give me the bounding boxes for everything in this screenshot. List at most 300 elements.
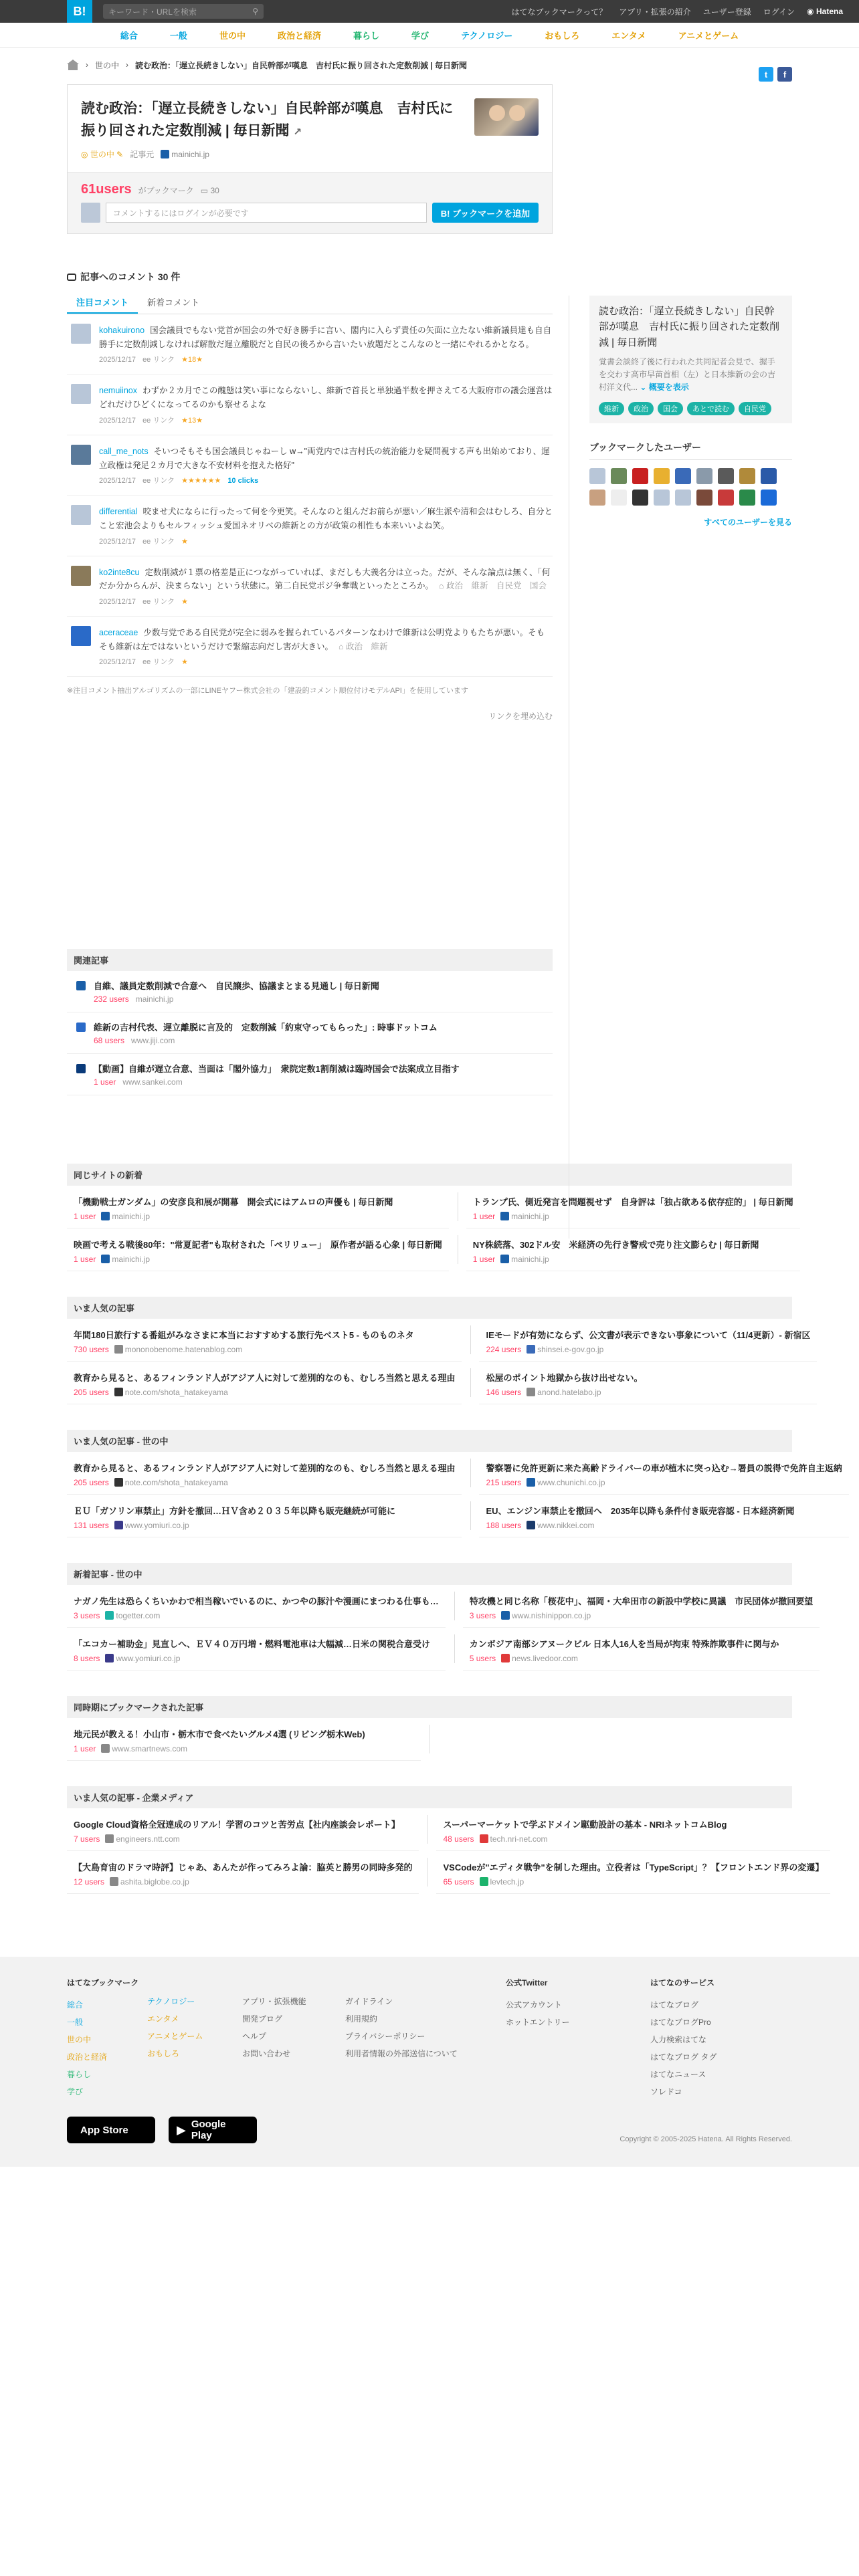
list-item[interactable] (479, 1362, 817, 1404)
site-favicon-icon (76, 1064, 86, 1073)
footer-col-services (650, 1977, 717, 2101)
entry-thumbnail[interactable] (474, 98, 539, 136)
comment-date[interactable]: 2025/12/17 (99, 658, 136, 667)
google-play-button[interactable]: ▶ Google Play (169, 2117, 257, 2143)
list-item-title[interactable]: 教育から見ると、あるフィンランド人がアジア人に対して差別的なのも、むしろ当然と思える理由 (74, 1373, 456, 1384)
list-item-title[interactable]: Google Cloud資格全冠達成のリアル！学習のコツと苦労点【社内座談会レポート】 (74, 1820, 400, 1830)
users-count[interactable]: 12 users (74, 1877, 105, 1887)
footer-link[interactable]: はてなニュース (650, 2070, 706, 2080)
users-count[interactable]: 7 users (74, 1834, 100, 1844)
list-item-title[interactable]: EU、エンジン車禁止を撤回へ 2035年以降も条件付き販売容認 - 日本経済新聞 (486, 1506, 795, 1517)
footer-link[interactable]: テクノロジー (147, 1997, 195, 2007)
comment-icon: ▭ (200, 186, 211, 196)
article-lists (67, 1164, 842, 1894)
comment-username[interactable]: aceraceae (99, 628, 138, 638)
users-count[interactable]: 48 users (443, 1834, 474, 1844)
users-count[interactable]: 1 user (74, 1744, 96, 1754)
speech-bubble-icon (67, 274, 76, 281)
tab-recent[interactable]: 新着コメント (147, 298, 200, 308)
user-avatar[interactable] (718, 490, 734, 506)
comment-meta (99, 475, 553, 487)
list-item-title[interactable]: 「エコカー補助金」見直しへ、ＥＶ４０万円増・燃料電池車は大幅減…日米の関税合意受け (74, 1639, 431, 1650)
avatar[interactable] (71, 505, 91, 525)
users-count[interactable]: 188 users (486, 1521, 522, 1531)
breadcrumb-title: 読む政治：「遅立長続きしない」自民幹部が嘆息 吉村氏に振り回された定数削減 | 毎日新聞 (135, 60, 468, 70)
comment-meta (99, 656, 553, 668)
list-item-title[interactable]: 「機動戦士ガンダム」の安彦良和展が開幕 開会式にはアムロの声優も | 毎日新聞 (74, 1197, 393, 1208)
list-item-domain[interactable]: mononobenome.hatenablog.com (114, 1345, 242, 1354)
footer-link[interactable]: 利用者情報の外部送信について (345, 2049, 458, 2059)
list-item[interactable] (436, 1851, 830, 1894)
list-item[interactable] (67, 1228, 449, 1271)
comment-meta (99, 415, 553, 427)
category-nav (0, 23, 859, 48)
comment-username[interactable]: ko2inte8cu (99, 567, 140, 577)
list-item-title[interactable]: 教育から見ると、あるフィンランド人がアジア人に対して差別的なのも、むしろ当然と思える理由 (74, 1463, 456, 1474)
list-item-title[interactable]: ナガノ先生は恐らくちいかわで相当稼いでいるのに、かつやの豚汁や漫画にまつわる仕事も… (74, 1596, 439, 1607)
avatar[interactable] (71, 445, 91, 465)
footer-link[interactable]: エンタメ (147, 2014, 179, 2024)
footer-link[interactable]: おもしろ (147, 2049, 180, 2059)
tag[interactable]: 自民党 (739, 402, 771, 415)
comments-section (67, 270, 553, 722)
footer-link[interactable]: 暮らし (67, 2070, 92, 2080)
site-favicon-icon (527, 1521, 535, 1529)
comment-link[interactable]: ee リンク (142, 477, 175, 486)
comment-link[interactable]: ee リンク (142, 537, 175, 546)
show-summary-link[interactable]: ⌄ 概要を表示 (640, 383, 689, 393)
users-count[interactable]: 1 user (74, 1255, 96, 1265)
users-count[interactable]: 68 users (94, 1036, 125, 1046)
star-icon[interactable]: ★★★★★★ (181, 477, 221, 486)
user-avatar-grid (589, 468, 777, 506)
list-item-domain[interactable]: togetter.com (105, 1611, 160, 1620)
bookmark-panel (68, 172, 552, 233)
users-count[interactable]: 205 users (74, 1388, 109, 1398)
footer (0, 1957, 859, 2167)
user-avatar[interactable] (761, 468, 777, 484)
users-count[interactable]: 1 user (472, 1255, 496, 1265)
list-item[interactable] (466, 1186, 800, 1228)
footer-link[interactable]: はてなブログPro (650, 2018, 711, 2028)
section-heading: いま人気の記事 (67, 1297, 792, 1319)
footer-link[interactable]: ホットエントリー (506, 2018, 570, 2028)
list-item-title[interactable]: 【大島育宙のドラマ時評】じゃあ、あんたが作ってみろよ論：脇英と勝男の同時多発的 (74, 1862, 413, 1873)
users-count[interactable]: 146 users (486, 1388, 522, 1398)
algorithm-notice: ※注目コメント抽出アルゴリズムの一部にLINEヤフー株式会社の「建設的コメント順位付けモデルAPI」を使用しています (67, 687, 468, 695)
site-favicon-icon (114, 1478, 123, 1487)
entry-meta (81, 148, 456, 160)
footer-heading: はてなのサービス (650, 1978, 715, 1988)
related-item[interactable] (67, 1012, 553, 1054)
list-item-title[interactable]: VSCodeが"エディタ戦争"を制した理由。立役者は「TypeScript」？【フロントエンド界の変遷】 (443, 1862, 824, 1873)
footer-link[interactable]: 人力検索はてな (650, 2035, 707, 2045)
list-item[interactable] (67, 1186, 449, 1228)
login-link[interactable]: ログイン (763, 7, 795, 17)
facebook-icon[interactable]: f (777, 67, 792, 82)
sidebar (569, 296, 792, 1239)
list-item-domain[interactable]: www.yomiuri.co.jp (114, 1521, 189, 1530)
comment-count: ▭ 30 (200, 186, 219, 196)
hatena-mark-icon: ◉ (807, 7, 816, 16)
category-link[interactable]: エンタメ (611, 31, 646, 41)
user-avatar[interactable] (675, 468, 691, 484)
list-item-title[interactable]: 松屋のポイント地獄から抜け出せない。 (486, 1373, 643, 1384)
list-item[interactable] (479, 1452, 848, 1495)
list-item-domain[interactable]: www.yomiuri.co.jp (105, 1654, 180, 1663)
section-heading: 新着記事 - 世の中 (67, 1563, 792, 1585)
tag-icon: ⌂ (339, 641, 347, 651)
site-favicon-icon (105, 1611, 114, 1620)
list-item[interactable] (67, 1362, 462, 1404)
comment-text: 国会議員でもない党首が国会の外で好き勝手に言い、閣内に入らず責任の矢面に立たない維新議員達も自自勝手に定数削減しなければ解散だ遅立離脱だと自民の後ろから言いたい放題だとこんなのと一緒にやれるかとなる。 (99, 326, 552, 349)
comments-heading: 記事へのコメント 30 件 (67, 270, 553, 284)
list-item-domain[interactable]: engineers.ntt.com (105, 1834, 179, 1844)
edit-icon: ✎ (116, 150, 124, 160)
avatar[interactable] (71, 566, 91, 586)
user-avatar[interactable] (696, 490, 712, 506)
category-link[interactable]: 一般 (169, 31, 187, 41)
list-item[interactable] (67, 1808, 419, 1851)
related-domain[interactable]: www.sankei.com (122, 1077, 183, 1087)
users-count[interactable]: 224 users (486, 1345, 522, 1355)
comment-item (67, 435, 553, 496)
all-users-link[interactable]: すべてのユーザーを見る (704, 518, 792, 528)
avatar[interactable] (71, 324, 91, 344)
user-avatar[interactable] (632, 468, 648, 484)
category-link[interactable]: 政治と経済 (277, 31, 321, 41)
list-item-title[interactable]: 映画で考える戦後80年："常夏記者"も取材された「ペリリュー」 原作者が語る心象 | 毎日新聞 (74, 1240, 442, 1251)
section-heading: 同時期にブックマークされた記事 (67, 1696, 792, 1718)
app-store-button[interactable]: App Store (67, 2117, 155, 2143)
user-avatar[interactable] (761, 490, 777, 506)
comment-body (99, 445, 553, 487)
click-count: 10 clicks (227, 477, 259, 486)
user-avatar[interactable] (675, 490, 691, 506)
list-item-domain[interactable]: mainichi.jp (500, 1255, 549, 1264)
article-list-section (67, 1563, 814, 1671)
list-item-domain[interactable]: tech.nri-net.com (480, 1834, 548, 1844)
related-title[interactable]: 維新の吉村代表、遅立離脱に言及的 定数削減「約束守ってもらった」: 時事ドットコム (94, 1023, 438, 1033)
comment-tags[interactable]: ⌂ 政治 維新 自民党 国会 (439, 581, 547, 591)
comment-input[interactable]: コメントするにはログインが必要です (106, 203, 427, 223)
list-item-title[interactable]: 警察署に免許更新に来た高齢ドライバーの車が植木に突っ込む→署員の説得で免許自主返納 (486, 1463, 842, 1474)
list-item-title[interactable]: 年間180日旅行する番組がみなさまに本当におすすめする旅行先ベスト5 - ものものネタ (74, 1330, 414, 1341)
user-avatar[interactable] (589, 468, 605, 484)
list-item[interactable] (436, 1808, 830, 1851)
star-icon[interactable]: ★13★ (181, 416, 203, 425)
tag[interactable]: 国会 (658, 402, 683, 415)
list-item-domain[interactable]: levtech.jp (480, 1877, 524, 1887)
related-section (67, 949, 553, 1095)
comment-text: 定数削減が１票の格差是正につながっていれば、まだしも大義名分は立った。だが、そんな論点は無く、「何だか分からんが、決まらない」という状態に。第二自民党ポジ争奪戦といったところか。 (99, 567, 551, 591)
comment-date[interactable]: 2025/12/17 (99, 537, 136, 546)
site-favicon-icon (500, 1212, 509, 1220)
list-item-domain[interactable]: mainichi.jp (101, 1212, 150, 1221)
comment-meta (99, 596, 553, 608)
list-item-domain[interactable]: www.nishinippon.co.jp (501, 1611, 591, 1620)
comment-username[interactable]: kohakuirono (99, 326, 145, 336)
comment-item (67, 556, 553, 617)
list-item-title[interactable]: トランプ氏、側近発言を問題視せず 自身評は「独占欲ある依存症的」 | 毎日新聞 (472, 1197, 793, 1208)
search-box[interactable] (103, 4, 264, 19)
comment-text: そいつそもそも国会議員じゃねーし w→"両党内では吉村氏の統治能力を疑問視する声も出始めており、遅立政権は発足２カ月で大きな不安材料を抱えた格好" (99, 446, 550, 470)
footer-col-twitter (506, 1977, 650, 2101)
embed-link[interactable]: リンクを埋め込む (488, 712, 553, 722)
comment-link[interactable]: ee リンク (142, 597, 175, 606)
comment-link[interactable]: ee リンク (142, 416, 175, 425)
avatar[interactable] (71, 626, 91, 646)
breadcrumb: › 世の中 › 読む政治：「遅立長続きしない」自民幹部が嘆息 吉村氏に振り回された定数削減 | 毎日新聞 (67, 55, 792, 75)
article-list-section (67, 1696, 792, 1761)
category-link[interactable]: 学び (411, 31, 429, 41)
footer-link[interactable]: 政治と経済 (67, 2052, 108, 2062)
twitter-icon[interactable]: t (759, 67, 773, 82)
users-count[interactable]: 205 users (74, 1478, 109, 1488)
list-item-domain[interactable]: ashita.biglobe.co.jp (110, 1877, 189, 1887)
comment-body (99, 626, 553, 668)
comment-meta (99, 354, 553, 366)
site-favicon-icon (114, 1521, 123, 1529)
related-list (67, 971, 553, 1095)
site-favicon-icon (105, 1834, 114, 1843)
list-item[interactable] (479, 1495, 848, 1537)
list-item-title[interactable]: NY株続落、302ドル安 米経済の先行き警戒で売り注文膨らむ | 毎日新聞 (472, 1240, 759, 1251)
bookmark-label: がブックマーク (138, 186, 194, 196)
breadcrumb-section[interactable]: 世の中 (95, 60, 120, 70)
comment-list (67, 314, 553, 677)
footer-link[interactable]: はてなブログ (650, 2000, 699, 2010)
users-count[interactable]: 8 users (74, 1654, 100, 1664)
bookmarked-users-heading: ブックマークしたユーザー (589, 441, 792, 460)
user-avatar[interactable] (739, 468, 755, 484)
category-link[interactable]: おもしろ (545, 31, 580, 41)
user-avatar[interactable] (611, 468, 627, 484)
avatar[interactable] (71, 384, 91, 404)
list-item[interactable] (67, 1319, 462, 1362)
users-count[interactable]: 3 users (469, 1611, 496, 1621)
user-avatar[interactable] (718, 468, 734, 484)
user-avatar[interactable] (632, 490, 648, 506)
list-item-title[interactable]: スーパーマーケットで学ぶドメイン駆動設計の基本 - NRIネットコムBlog (443, 1820, 727, 1830)
list-item[interactable] (67, 1718, 421, 1761)
add-bookmark-button[interactable]: B! ブックマークを追加 (432, 203, 539, 223)
category-icon: ◎ (81, 150, 90, 160)
register-link[interactable]: ユーザー登録 (702, 7, 751, 17)
footer-heading: はてなブックマーク (67, 1978, 139, 1988)
comment-username[interactable]: differential (99, 507, 138, 517)
list-item-title[interactable]: IEモードが有効にならず、公文書が表示できない事象について（11/4更新）- 新宿区 (486, 1330, 811, 1341)
footer-link[interactable]: お問い合わせ (242, 2049, 291, 2059)
comment-date[interactable]: 2025/12/17 (99, 356, 136, 364)
list-item-title[interactable]: カンボジア南部シアヌークビル 日本人16人を当局が拘束 特殊詐欺事件に関与か (469, 1639, 779, 1650)
footer-col-info (242, 1977, 345, 2101)
footer-link[interactable]: 総合 (67, 2000, 84, 2010)
footer-link[interactable]: 開発ブログ (242, 2014, 283, 2024)
site-favicon-icon (101, 1255, 110, 1263)
footer-link[interactable]: 利用規約 (345, 2014, 378, 2024)
list-item-domain[interactable]: note.com/shota_hatakeyama (114, 1478, 228, 1487)
site-favicon-icon (527, 1345, 535, 1354)
footer-link[interactable]: 一般 (67, 2018, 84, 2028)
tag[interactable]: あとで読む (687, 402, 735, 415)
star-icon[interactable]: ★ (181, 537, 189, 546)
site-favicon-icon (501, 1611, 510, 1620)
users-count[interactable]: 5 users (469, 1654, 496, 1664)
comment-body (99, 566, 553, 608)
user-avatar[interactable] (739, 490, 755, 506)
bookmark-users-count[interactable]: 61users (81, 182, 132, 197)
entry-source-label: 記事元 (130, 150, 155, 160)
users-count[interactable]: 1 user (74, 1212, 96, 1222)
comment-body (99, 505, 553, 547)
category-link[interactable]: 世の中 (219, 31, 246, 41)
entry-domain[interactable]: mainichi.jp (161, 150, 209, 159)
category-link[interactable]: 暮らし (353, 31, 379, 41)
comment-username[interactable]: call_me_nots (99, 446, 149, 456)
footer-col-policy (345, 1977, 506, 2101)
related-title[interactable]: 自維、議員定数削減で合意へ 自民譲歩、協議まとまる見通し | 毎日新聞 (94, 981, 379, 992)
list-item-domain[interactable]: www.smartnews.com (101, 1744, 187, 1753)
site-favicon-icon (527, 1388, 535, 1396)
footer-col-categories (67, 1977, 147, 2101)
comment-tags[interactable]: ⌂ 政治 維新 (339, 641, 388, 651)
related-domain[interactable]: mainichi.jp (135, 994, 174, 1004)
list-item[interactable] (67, 1851, 419, 1894)
home-icon[interactable] (67, 60, 79, 70)
comment-link[interactable]: ee リンク (142, 356, 175, 364)
tab-popular[interactable]: 注目コメント (67, 292, 138, 314)
tag[interactable]: 維新 (599, 402, 624, 415)
list-item[interactable] (466, 1228, 800, 1271)
hatena-brand[interactable]: ◉ Hatena (807, 7, 843, 16)
site-favicon-icon (76, 1023, 86, 1032)
search-icon[interactable]: ⚲ (252, 7, 258, 16)
users-count[interactable]: 232 users (94, 994, 129, 1004)
site-favicon-icon (500, 1255, 509, 1263)
users-count[interactable]: 65 users (443, 1877, 474, 1887)
star-icon[interactable]: ★ (181, 658, 189, 667)
list-item-title[interactable]: 地元民が教える！小山市・栃木市で食べたいグルメ4選 (リビング栃木Web) (74, 1729, 365, 1740)
section-heading: いま人気の記事 - 世の中 (67, 1430, 792, 1452)
section-heading: 同じサイトの新着 (67, 1164, 792, 1186)
user-avatar[interactable] (654, 468, 670, 484)
comment-username[interactable]: nemuiinox (99, 386, 137, 396)
footer-col-categories-2 (147, 1977, 242, 2101)
list-item-domain[interactable]: mainichi.jp (101, 1255, 150, 1264)
list-item-domain[interactable]: www.nikkei.com (527, 1521, 594, 1530)
site-favicon-icon (105, 1654, 114, 1662)
list-item-domain[interactable]: shinsei.e-gov.go.jp (527, 1345, 603, 1354)
list-item[interactable] (67, 1452, 462, 1495)
list-item-domain[interactable]: mainichi.jp (500, 1212, 549, 1221)
user-avatar[interactable] (589, 490, 605, 506)
tag[interactable]: 政治 (628, 402, 654, 415)
footer-link[interactable]: ガイドライン (345, 1997, 393, 2007)
comment-item (67, 496, 553, 556)
star-icon[interactable]: ★ (181, 597, 189, 606)
list-item-domain[interactable]: anond.hatelabo.jp (527, 1388, 601, 1397)
related-title[interactable]: 【動画】自維が遅立合意、当面は「閣外協力」 衆院定数1割削減は臨時国会で法案成立目指す (94, 1064, 460, 1075)
comment-date[interactable]: 2025/12/17 (99, 416, 136, 425)
summary-title: 読む政治：「遅立長続きしない」自民幹部が嘆息 吉村氏に振り回された定数削減 | 毎日新聞 (599, 306, 780, 348)
site-favicon-icon (480, 1877, 488, 1886)
comment-meta (99, 536, 553, 548)
user-avatar[interactable] (654, 490, 670, 506)
users-count[interactable]: 3 users (74, 1611, 100, 1621)
users-count[interactable]: 131 users (74, 1521, 109, 1531)
footer-link[interactable]: ヘルプ (242, 2032, 267, 2042)
list-item-domain[interactable]: www.chunichi.co.jp (527, 1478, 605, 1487)
comment-tabs (67, 292, 553, 314)
category-link[interactable]: 総合 (120, 31, 138, 41)
entry-title[interactable]: 読む政治：「遅立長続きしない」自民幹部が嘆息 吉村氏に振り回された定数削減 | 毎日新聞 ↗ (81, 101, 454, 138)
list-item[interactable] (463, 1628, 820, 1671)
list-item[interactable] (67, 1628, 446, 1671)
comment-date[interactable]: 2025/12/17 (99, 477, 136, 486)
list-item-domain[interactable]: note.com/shota_hatakeyama (114, 1388, 228, 1397)
list-item-title[interactable]: 特攻機と同じ名称「桜花中」、福岡・大牟田市の新設中学校に異議 市民団体が撤回要望 (469, 1596, 814, 1607)
comment-item (67, 374, 553, 435)
site-favicon-icon (501, 1654, 510, 1662)
list-item-title[interactable]: ＥＵ「ガソリン車禁止」方針を撤回…ＨＶ含め２０３５年以降も販売継続が可能に (74, 1506, 396, 1517)
user-avatar[interactable] (611, 490, 627, 506)
entry-category[interactable]: ◎ 世の中 ✎ (81, 150, 124, 160)
site-favicon-icon (101, 1744, 110, 1753)
users-count[interactable]: 1 user (472, 1212, 496, 1222)
related-domain[interactable]: www.jiji.com (131, 1036, 175, 1046)
top-bar (0, 0, 859, 23)
star-icon[interactable]: ★18★ (181, 356, 203, 364)
footer-link[interactable]: ソレドコ (650, 2087, 682, 2097)
comment-link[interactable]: ee リンク (142, 658, 175, 667)
apps-link[interactable]: アプリ・拡張の紹介 (619, 7, 691, 17)
footer-link[interactable]: プライバシーポリシー (345, 2032, 425, 2042)
list-item[interactable] (463, 1585, 820, 1628)
category-link[interactable]: アニメとゲーム (678, 31, 739, 41)
related-item[interactable] (67, 1054, 553, 1095)
list-item[interactable] (67, 1495, 462, 1537)
users-count[interactable]: 215 users (486, 1478, 522, 1488)
comment-date[interactable]: 2025/12/17 (99, 597, 136, 606)
footer-link[interactable]: 学び (67, 2087, 84, 2097)
play-icon: ▶ (177, 2123, 186, 2137)
footer-link[interactable]: 世の中 (67, 2035, 92, 2045)
users-count[interactable]: 1 user (94, 1077, 116, 1087)
search-input[interactable]: キーワード・URLを検索 (108, 7, 197, 17)
list-item-domain[interactable]: news.livedoor.com (501, 1654, 578, 1663)
users-count[interactable]: 730 users (74, 1345, 109, 1355)
footer-link[interactable]: 公式アカウント (506, 2000, 562, 2010)
tag-list (599, 402, 783, 415)
related-item[interactable] (67, 971, 553, 1012)
about-link[interactable]: はてなブックマークって？ (511, 7, 607, 17)
hatena-bookmark-logo[interactable]: B! (67, 0, 92, 23)
entry-summary (589, 296, 792, 423)
copyright: Copyright © 2005-2025 Hatena. All Rights Reserved. (619, 2135, 792, 2144)
user-avatar[interactable] (696, 468, 712, 484)
category-link[interactable]: テクノロジー (461, 31, 513, 41)
site-favicon-icon (76, 981, 86, 990)
list-item[interactable] (67, 1585, 446, 1628)
external-link-icon[interactable]: ↗ (293, 126, 302, 138)
footer-link[interactable]: アニメとゲーム (147, 2032, 203, 2042)
comment-body (99, 384, 553, 426)
avatar (81, 203, 100, 223)
footer-link[interactable]: アプリ・拡張機能 (242, 1997, 306, 2007)
footer-link[interactable]: はてなブログ タグ (650, 2052, 717, 2062)
list-item[interactable] (479, 1319, 817, 1362)
